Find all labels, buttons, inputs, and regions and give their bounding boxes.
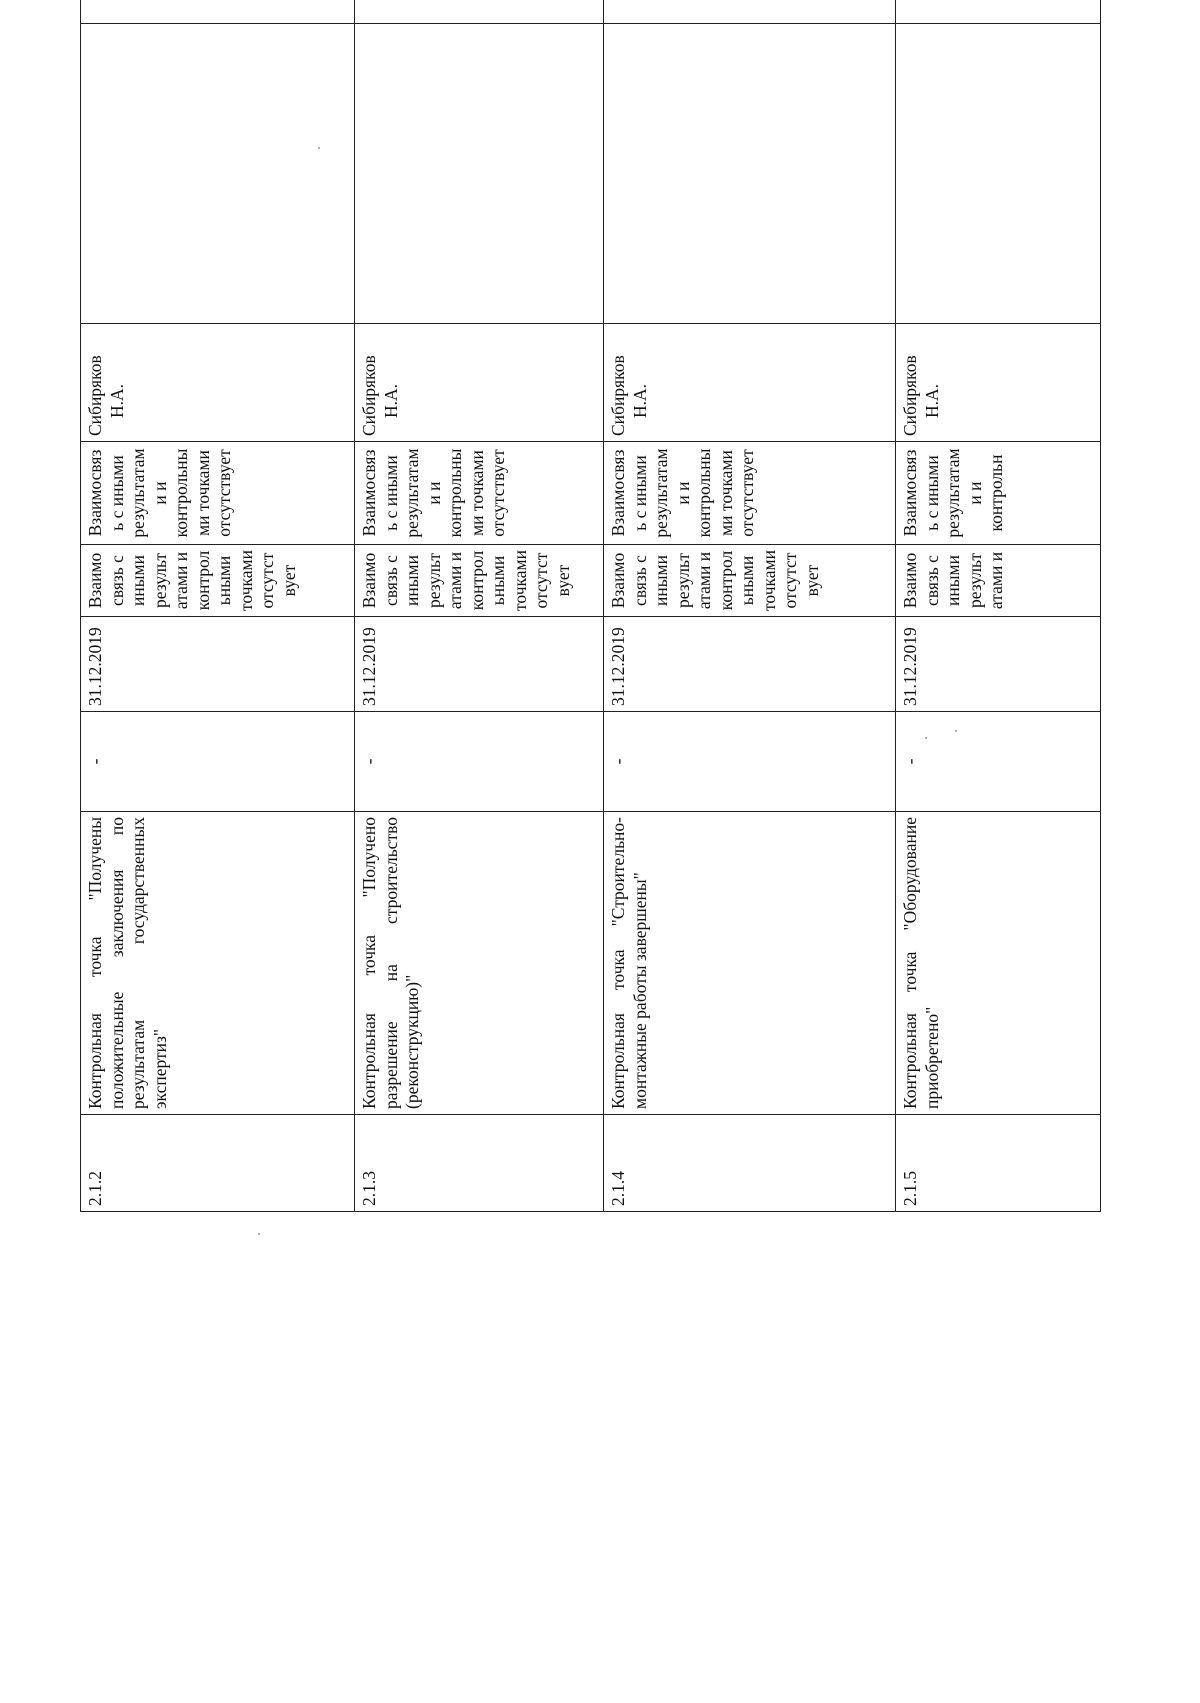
empty-cell bbox=[355, 24, 604, 324]
control-points-table bbox=[80, 0, 1101, 1212]
dash-cell bbox=[355, 0, 604, 24]
scan-speck bbox=[258, 1233, 260, 1235]
responsible-cell bbox=[604, 324, 896, 442]
responsible-surname: Сибиряков bbox=[359, 355, 379, 436]
relation-cell: Взаимосвязь с иными результатами и контрольными точками отсутствует bbox=[81, 545, 355, 617]
control-point-name: Контрольная точка "Получены положительные заключения по результатам государственных экспертиз" bbox=[81, 812, 355, 1115]
row-number: 2.1.3 bbox=[355, 1115, 604, 1212]
deadline-date: 31.12.2019 bbox=[604, 617, 896, 712]
responsible-initials: Н.А. bbox=[106, 383, 127, 418]
responsible-initials: Н.А. bbox=[629, 383, 650, 418]
dash-cell bbox=[896, 0, 1101, 24]
responsible-cell bbox=[81, 324, 355, 442]
responsible-surname: Сибиряков bbox=[608, 355, 628, 436]
relation-cell-secondary: Взаимосвязь с иными результатами и контрольными точками отсутствует bbox=[355, 442, 604, 545]
relation-cell: Взаимосвязь с иными результатами и bbox=[896, 545, 1101, 617]
dash-cell bbox=[604, 0, 896, 24]
rotated-table-wrapper bbox=[80, 77, 1100, 1212]
empty-cell bbox=[896, 24, 1101, 324]
predecessor-cell: - bbox=[896, 712, 1101, 812]
responsible-initials: Н.А. bbox=[921, 383, 942, 418]
responsible-initials: Н.А. bbox=[380, 383, 401, 418]
table-row bbox=[604, 0, 896, 1212]
empty-cell bbox=[604, 24, 896, 324]
dash-cell bbox=[81, 0, 355, 24]
table-row bbox=[355, 0, 604, 1212]
table-row bbox=[896, 0, 1101, 1212]
control-point-name: Контрольная точка "Строительно-монтажные работы завершены" bbox=[604, 812, 896, 1115]
relation-cell: Взаимосвязь с иными результатами и контрольными точками отсутствует bbox=[604, 545, 896, 617]
relation-cell-secondary: Взаимосвязь с иными результатами и контрольными точками отсутствует bbox=[81, 442, 355, 545]
predecessor-cell: - bbox=[81, 712, 355, 812]
responsible-cell bbox=[896, 324, 1101, 442]
row-number: 2.1.2 bbox=[81, 1115, 355, 1212]
empty-cell bbox=[81, 24, 355, 324]
row-number: 2.1.5 bbox=[896, 1115, 1101, 1212]
scan-speck bbox=[318, 147, 320, 149]
responsible-surname: Сибиряков bbox=[900, 355, 920, 436]
control-point-name: Контрольная точка "Получено разрешение на строительство (реконструкцию)" bbox=[355, 812, 604, 1115]
deadline-date: 31.12.2019 bbox=[355, 617, 604, 712]
scan-speck bbox=[925, 737, 927, 739]
relation-cell-secondary: Взаимосвязь с иными результатами и контрольными точками отсутствует bbox=[604, 442, 896, 545]
table-row bbox=[81, 0, 355, 1212]
relation-cell-secondary: Взаимосвязь с иными результатами и контрольн bbox=[896, 442, 1101, 545]
deadline-date: 31.12.2019 bbox=[896, 617, 1101, 712]
control-point-name: Контрольная точка "Оборудование приобретено" bbox=[896, 812, 1101, 1115]
predecessor-cell: - bbox=[604, 712, 896, 812]
row-number: 2.1.4 bbox=[604, 1115, 896, 1212]
relation-cell: Взаимосвязь с иными результатами и контрольными точками отсутствует bbox=[355, 545, 604, 617]
predecessor-cell: - bbox=[355, 712, 604, 812]
responsible-cell bbox=[355, 324, 604, 442]
deadline-date: 31.12.2019 bbox=[81, 617, 355, 712]
responsible-surname: Сибиряков bbox=[85, 355, 105, 436]
scan-speck bbox=[955, 730, 957, 732]
